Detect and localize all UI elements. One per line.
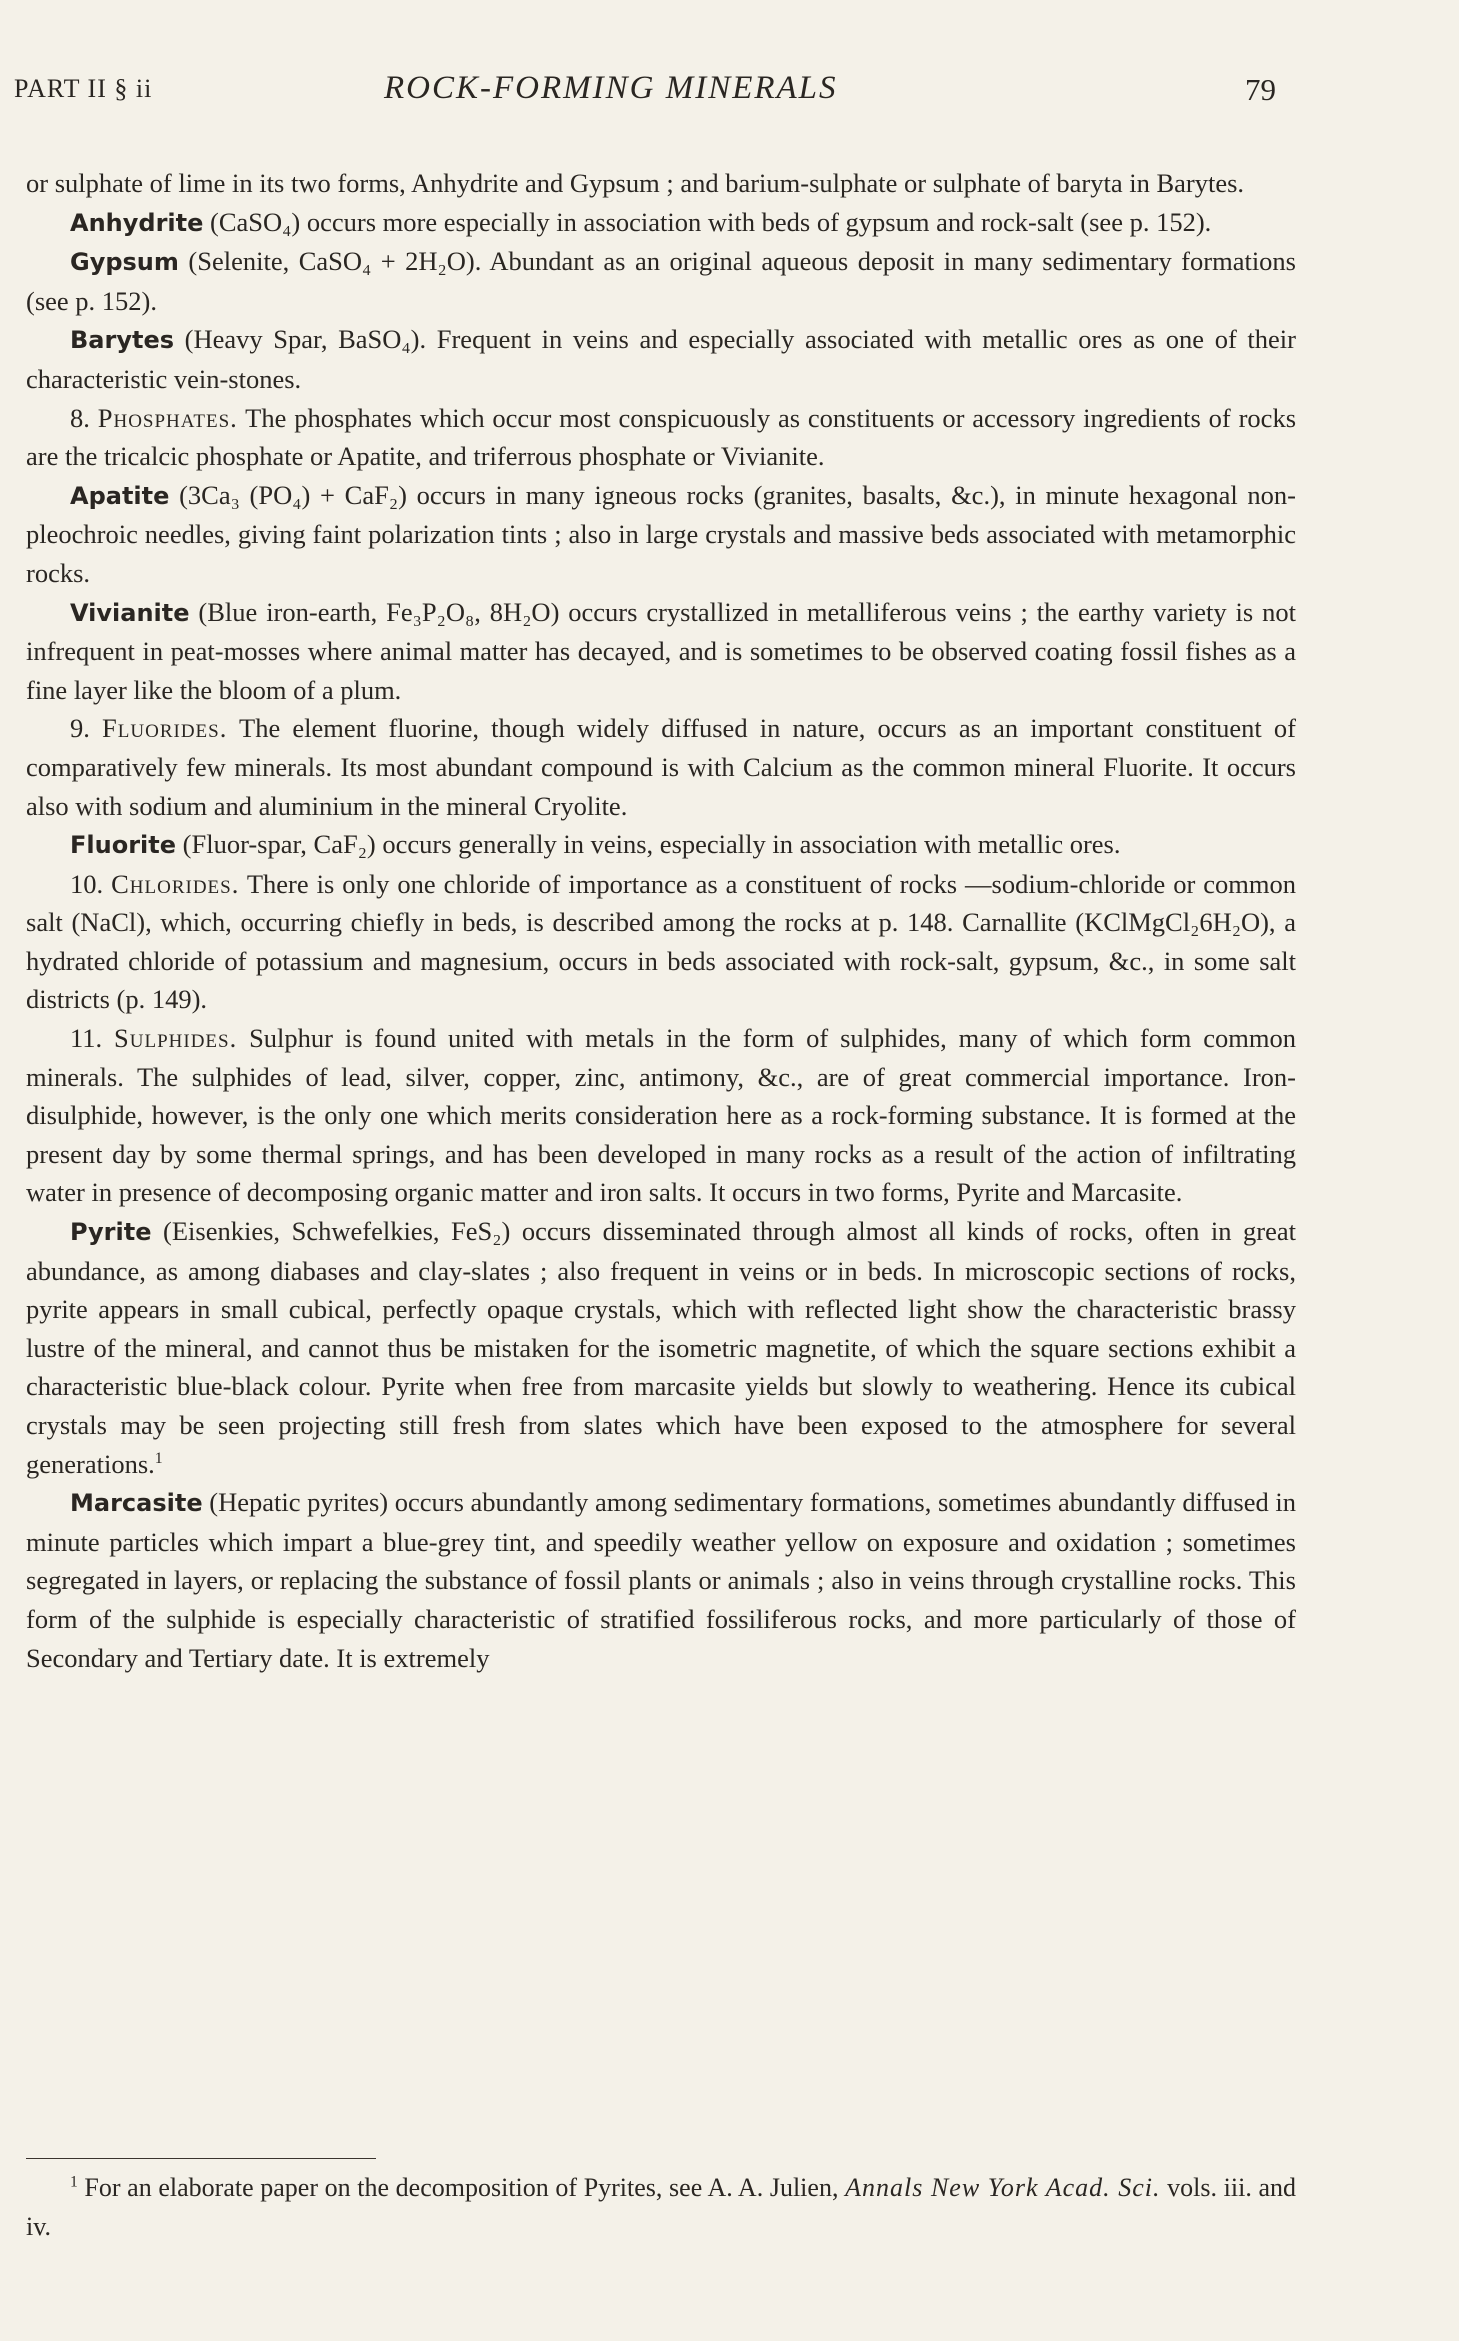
mineral-term: Vivianite — [70, 598, 190, 627]
paragraph-marcasite: Marcasite (Hepatic pyrites) occurs abundantly among sedimentary formations, sometimes abundantly diffused in minute particles which impart a blue-grey tint, and speedily weather yellow on exposure and oxidation ; sometimes segregated in layers, or replacing the substance of fossil plants or animals ; also in veins through crystalline rocks. This form of the sulphide is especially characteristic of stratified fossiliferous rocks, and more particularly of those of Secondary and Tertiary date. It is extremely — [26, 1487, 1296, 1673]
paragraph-sulphides: 11. Sulphides. Sulphur is found united with metals in the form of sulphides, many of which form common minerals. The sulphides of lead, silver, copper, zinc, antimony, &c., are of great commercial importance. Iron-disulphide, however, is the only one which merits consideration here as a rock-forming substance. It is formed at the present day by some thermal springs, and has been developed in many rocks as a result of the action of infiltrating water in presence of decomposing organic matter and iron salts. It occurs in two forms, Pyrite and Marcasite. — [26, 1023, 1296, 1208]
section-number: 11. — [70, 1023, 103, 1054]
mineral-term: Fluorite — [70, 831, 177, 860]
section-number: 9. — [70, 713, 90, 744]
part-section-label: PART II § ii — [14, 74, 153, 103]
footnote-reference[interactable]: 1 — [154, 1449, 163, 1467]
mineral-term: Barytes — [70, 326, 175, 355]
paragraph: or sulphate of lime in its two forms, Anhydrite and Gypsum ; and barium-sulphate or sulphate of baryta in Barytes. — [26, 168, 1245, 198]
paragraph-fluorides: 9. Fluorides. The element fluorine, though widely diffused in nature, occurs as an important constituent of comparatively few minerals. Its most abundant compound is with Calcium as the common mineral Fluorite. It occurs also with sodium and aluminium in the mineral Cryolite. — [26, 713, 1297, 821]
body-text — [26, 164, 1296, 1677]
paragraph-gypsum: Gypsum (Selenite, CaSO₄ + 2H₂O). Abundant as an original aqueous deposit in many sedimentary formations (see p. 152). — [26, 246, 1296, 316]
paragraph-pyrite: Pyrite (Eisenkies, Schwefelkies, FeS₂) occurs disseminated through almost all kinds of rocks, often in great abundance, as among diabases and clay-slates ; also frequent in veins or in beds. In microscopic sections of rocks, pyrite appears in small cubical, perfectly opaque crystals, which with reflected light show the characteristic brassy lustre of the mineral, and cannot thus be mistaken for the isometric magnetite, of which the square sections exhibit a characteristic blue-black colour. Pyrite when free from marcasite yields but slowly to weathering. Hence its cubical crystals may be seen projecting still fresh from slates which have been exposed to the atmosphere for several generations.$^1$ — [26, 1216, 1296, 1479]
mineral-term: Anhydrite — [70, 208, 204, 237]
footnote-mark: 1 — [70, 2173, 78, 2191]
mineral-term: Gypsum — [70, 248, 179, 277]
running-title: ROCK-FORMING MINERALS — [384, 70, 838, 106]
paragraph-phosphates: 8. Phosphates. The phosphates which occur most conspicuously as constituents or accessory ingredients of rocks are the tricalcic phosphate or Apatite, and triferrous phosphate or Vivianite. — [26, 402, 1297, 472]
mineral-term: Marcasite — [70, 1489, 203, 1518]
paragraph-chlorides: 10. Chlorides. There is only one chloride of importance as a constituent of rocks —sodium-chloride or common salt (NaCl), which, occurring chiefly in beds, is described among the rocks at p. 148. Carnallite (KClMgCl₂6H₂O), a hydrated chloride of potassium and magnesium, occurs in beds associated with rock-salt, gypsum, &c., in some salt districts (p. 149). — [26, 868, 1296, 1015]
page-number: 79 — [1245, 72, 1276, 107]
footnote — [26, 2168, 1296, 2246]
paragraph-barytes: Barytes (Heavy Spar, BaSO₄). Frequent in veins and especially associated with metallic ores as one of their characteristic vein-stones. — [26, 324, 1296, 394]
section-number: 8. — [70, 402, 90, 433]
running-header — [14, 70, 1284, 120]
section-heading: Phosphates. — [97, 402, 238, 433]
journal-title: Annals New York Acad. Sci. — [845, 2173, 1161, 2202]
section-heading: Sulphides. — [114, 1023, 238, 1054]
paragraph-fluorite: Fluorite (Fluor-spar, CaF₂) occurs generally in veins, especially in association with metallic ores. — [70, 829, 1121, 860]
paragraph-apatite: Apatite (3Ca₃ (PO₄) + CaF₂) occurs in many igneous rocks (granites, basalts, &c.), in minute hexagonal non-pleochroic needles, giving faint polarization tints ; also in large crystals and massive beds associated with metamorphic rocks. — [26, 479, 1296, 588]
paragraph-vivianite: Vivianite (Blue iron-earth, Fe₃P₂O₈, 8H₂O) occurs crystallized in metalliferous veins ; the earthy variety is not infrequent in peat-mosses where animal matter has decayed, and is sometimes to be observed coating fossil fishes as a fine layer like the bloom of a plum. — [26, 596, 1296, 705]
mineral-term: Pyrite — [70, 1218, 152, 1247]
footnote-text: $^1$ For an elaborate paper on the decomposition of Pyrites, see A. A. Julien, Annals New York Acad. Sci. vols. iii. and iv. — [26, 2173, 1296, 2241]
section-heading: Fluorides. — [102, 713, 228, 744]
footnote-divider — [26, 2158, 376, 2159]
section-heading: Chlorides. — [111, 868, 240, 899]
mineral-term: Apatite — [70, 481, 170, 510]
paragraph-anhydrite: Anhydrite (CaSO₄) occurs more especially in association with beds of gypsum and rock-salt (see p. 152). — [70, 206, 1212, 237]
section-number: 10. — [70, 868, 104, 899]
